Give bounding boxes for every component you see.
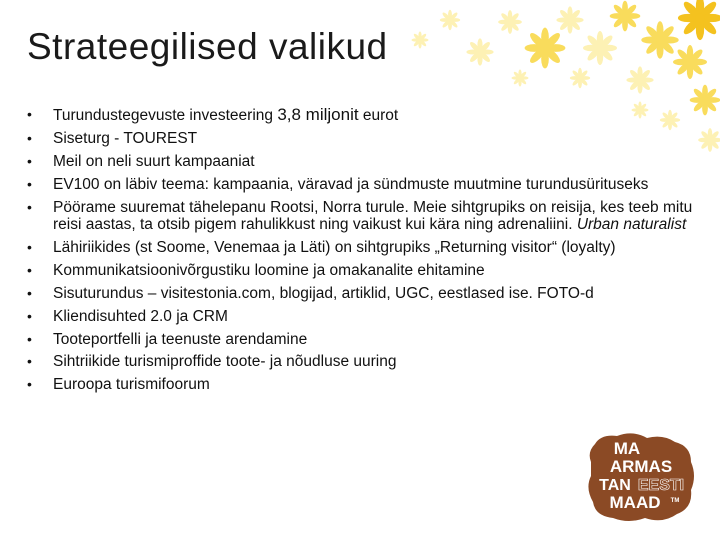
bullet-item: [27, 176, 699, 194]
flower-icon: [556, 6, 583, 33]
bullet-icon: •: [27, 353, 32, 370]
logo-text: TAN: [599, 477, 631, 494]
logo-text: EESTI: [637, 477, 685, 494]
flower-icon: [466, 38, 493, 65]
bullet-item: [27, 308, 699, 326]
bullet-icon: •: [27, 175, 32, 192]
bullet-icon: •: [27, 261, 32, 278]
bullet-item: [27, 285, 699, 303]
flower-icon: [512, 70, 529, 87]
bullet-text: eurot: [358, 107, 399, 124]
bullet-list: [27, 106, 699, 399]
bullet-icon: •: [27, 106, 32, 122]
bullet-icon: •: [27, 152, 32, 169]
bullet-text: Turundustegevuste investeering: [53, 107, 278, 124]
flower-icon: [678, 0, 720, 40]
bullet-item: [27, 376, 699, 394]
logo-text: MAAD: [609, 493, 661, 512]
flower-icon: [641, 21, 678, 58]
logo-text: ARMAS: [609, 457, 673, 476]
flower-icon: [412, 32, 429, 49]
bullet-icon: •: [27, 198, 32, 215]
bullet-text: Sisuturundus – visitestonia.com, blogijad, artiklid, UGC, eestlased ise. FOTO-d: [53, 284, 594, 302]
flower-icon: [698, 128, 720, 152]
bullet-item: [27, 353, 699, 371]
bullet-text: EV100 on läbiv teema: kampaania, väravad ja sündmuste muutmine turundusürituseks: [53, 175, 649, 193]
flower-icon: [440, 10, 460, 30]
bullet-text: Lähiriikides (st Soome, Venemaa ja Läti) on sihtgrupiks „Returning visitor“ (loyalty): [53, 238, 616, 256]
flower-icon: [498, 10, 522, 34]
bullet-emphasis: 3,8 miljonit: [277, 105, 359, 124]
bullet-text: Kliendisuhted 2.0 ja CRM: [53, 307, 228, 325]
flower-icon: [626, 66, 653, 93]
bullet-icon: •: [27, 307, 32, 324]
bullet-icon: •: [27, 284, 32, 301]
bullet-text: Siseturg - TOUREST: [53, 129, 198, 147]
flower-icon: [673, 45, 707, 79]
flower-icon: [583, 31, 617, 65]
bullet-text: Tooteportfelli ja teenuste arendamine: [53, 330, 308, 348]
logo-text: MA: [613, 439, 641, 458]
bullet-text: Sihtriikide turismiproffide toote- ja nõudluse uuring: [53, 353, 397, 371]
bullet-icon: •: [27, 376, 32, 393]
logo-trademark: TM: [670, 498, 680, 504]
bullet-item: [27, 106, 699, 125]
slide-title: Strateegilised valikud: [27, 26, 388, 67]
bullet-text: Euroopa turismifoorum: [53, 376, 210, 394]
bullet-text: Pöörame suuremat tähelepanu Rootsi, Norra turule. Meie sihtgrupiks on reisija, kes teeb mitu reisi aastas, ta otsib pigem rahulikkust ning vaikust kui kära ning adrenaliini.: [53, 198, 693, 234]
bullet-icon: •: [27, 129, 32, 146]
bullet-item: [27, 130, 699, 148]
maa-armas-tan-eesti-maad-logo: [587, 432, 697, 524]
bullet-icon: •: [27, 330, 32, 347]
bullet-text: Meil on neli suurt kampaaniat: [53, 152, 255, 170]
bullet-item: [27, 239, 699, 257]
flower-icon: [610, 1, 641, 32]
flower-icon: [525, 28, 566, 69]
bullet-icon: •: [27, 238, 32, 255]
bullet-item: [27, 153, 699, 171]
bullet-item: [27, 199, 699, 234]
bullet-item: [27, 331, 699, 349]
bullet-text: Kommunikatsioonivõrgustiku loomine ja omakanalite ehitamine: [53, 261, 485, 279]
flower-icon: [570, 68, 590, 88]
bullet-item: [27, 262, 699, 280]
bullet-italic-text: Urban naturalist: [576, 216, 687, 234]
